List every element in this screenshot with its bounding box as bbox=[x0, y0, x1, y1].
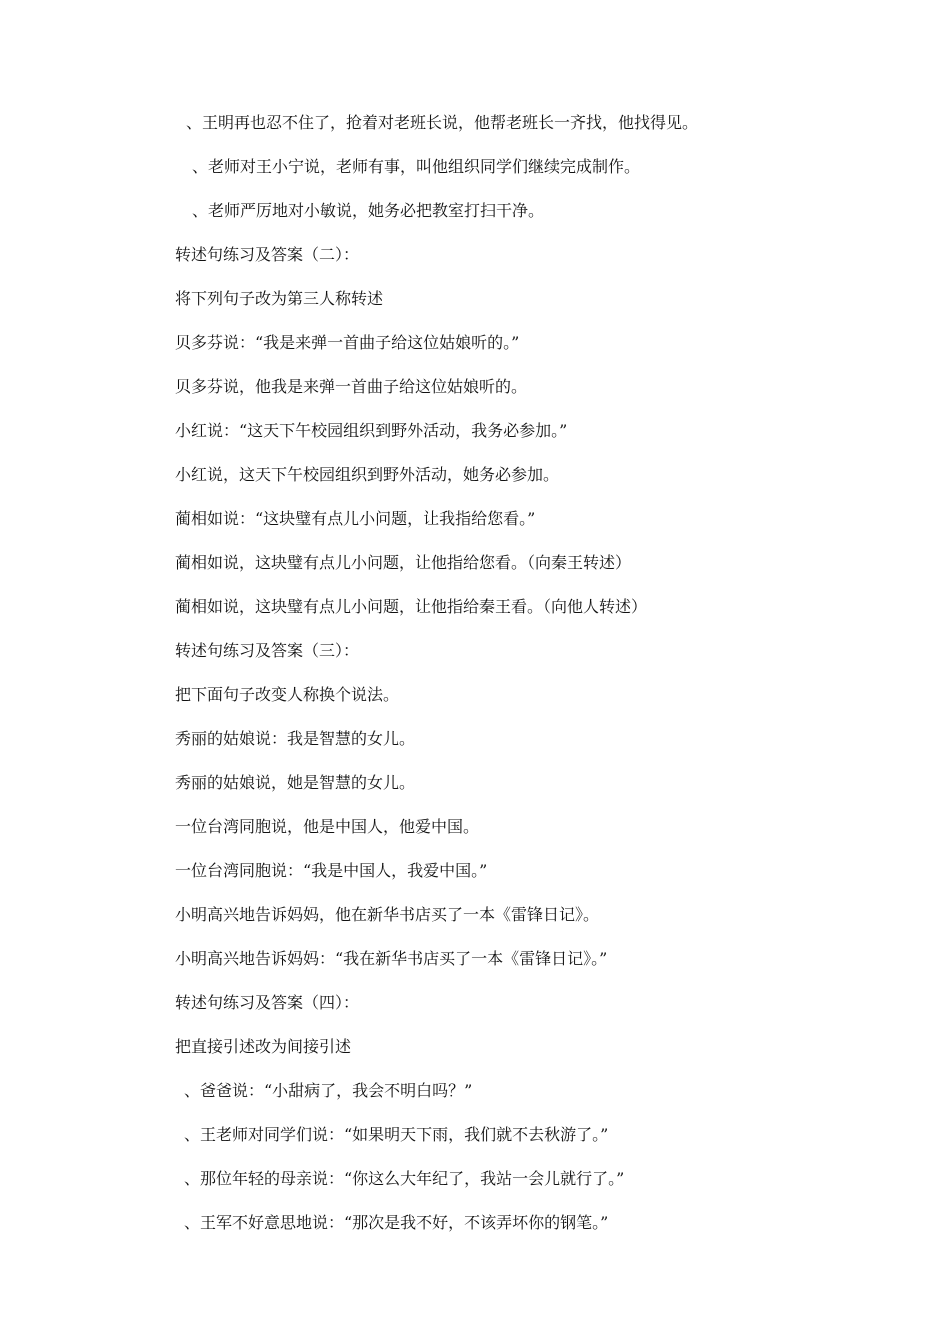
text-line: 秀丽的姑娘说，她是智慧的女儿。 bbox=[175, 773, 416, 792]
instruction-line: 把直接引述改为间接引述 bbox=[175, 1037, 352, 1056]
text-line: 小明高兴地告诉妈妈：“我在新华书店买了一本《雷锋日记》。” bbox=[175, 949, 608, 968]
instruction-line: 将下列句子改为第三人称转述 bbox=[175, 289, 384, 308]
text-line: 蔺相如说，这块璧有点儿小问题，让他指给您看。（向秦王转述） bbox=[175, 553, 632, 572]
text-line: 贝多芬说，他我是来弹一首曲子给这位姑娘听的。 bbox=[175, 377, 528, 396]
section-heading: 转述句练习及答案（四）： bbox=[175, 993, 360, 1012]
text-line: 、王明再也忍不住了，抢着对老班长说，他帮老班长一齐找，他找得见。 bbox=[186, 113, 699, 132]
text-line: 蔺相如说：“这块璧有点儿小问题，让我指给您看。” bbox=[175, 509, 536, 528]
text-line: 、老师严厉地对小敏说，她务必把教室打扫干净。 bbox=[192, 201, 545, 220]
instruction-line: 把下面句子改变人称换个说法。 bbox=[175, 685, 400, 704]
text-line: 小明高兴地告诉妈妈，他在新华书店买了一本《雷锋日记》。 bbox=[175, 905, 600, 924]
text-line: 小红说：“这天下午校园组织到野外活动，我务必参加。” bbox=[175, 421, 568, 440]
text-line: 、爸爸说：“小甜病了，我会不明白吗？” bbox=[184, 1081, 473, 1100]
text-line: 、王军不好意思地说：“那次是我不好，不该弄坏你的钢笔。” bbox=[184, 1213, 609, 1232]
text-line: 一位台湾同胞说：“我是中国人，我爱中国。” bbox=[175, 861, 488, 880]
text-line: 蔺相如说，这块璧有点儿小问题，让他指给秦王看。（向他人转述） bbox=[175, 597, 648, 616]
section-heading: 转述句练习及答案（三）： bbox=[175, 641, 360, 660]
text-line: 一位台湾同胞说，他是中国人，他爱中国。 bbox=[175, 817, 480, 836]
text-line: 贝多芬说：“我是来弹一首曲子给这位姑娘听的。” bbox=[175, 333, 520, 352]
text-line: 、那位年轻的母亲说：“你这么大年纪了，我站一会儿就行了。” bbox=[184, 1169, 625, 1188]
text-line: 小红说，这天下午校园组织到野外活动，她务必参加。 bbox=[175, 465, 560, 484]
section-heading: 转述句练习及答案（二）： bbox=[175, 245, 360, 264]
text-line: 、王老师对同学们说：“如果明天下雨，我们就不去秋游了。” bbox=[184, 1125, 609, 1144]
text-line: 、老师对王小宁说，老师有事，叫他组织同学们继续完成制作。 bbox=[192, 157, 641, 176]
text-line: 秀丽的姑娘说：我是智慧的女儿。 bbox=[175, 729, 416, 748]
